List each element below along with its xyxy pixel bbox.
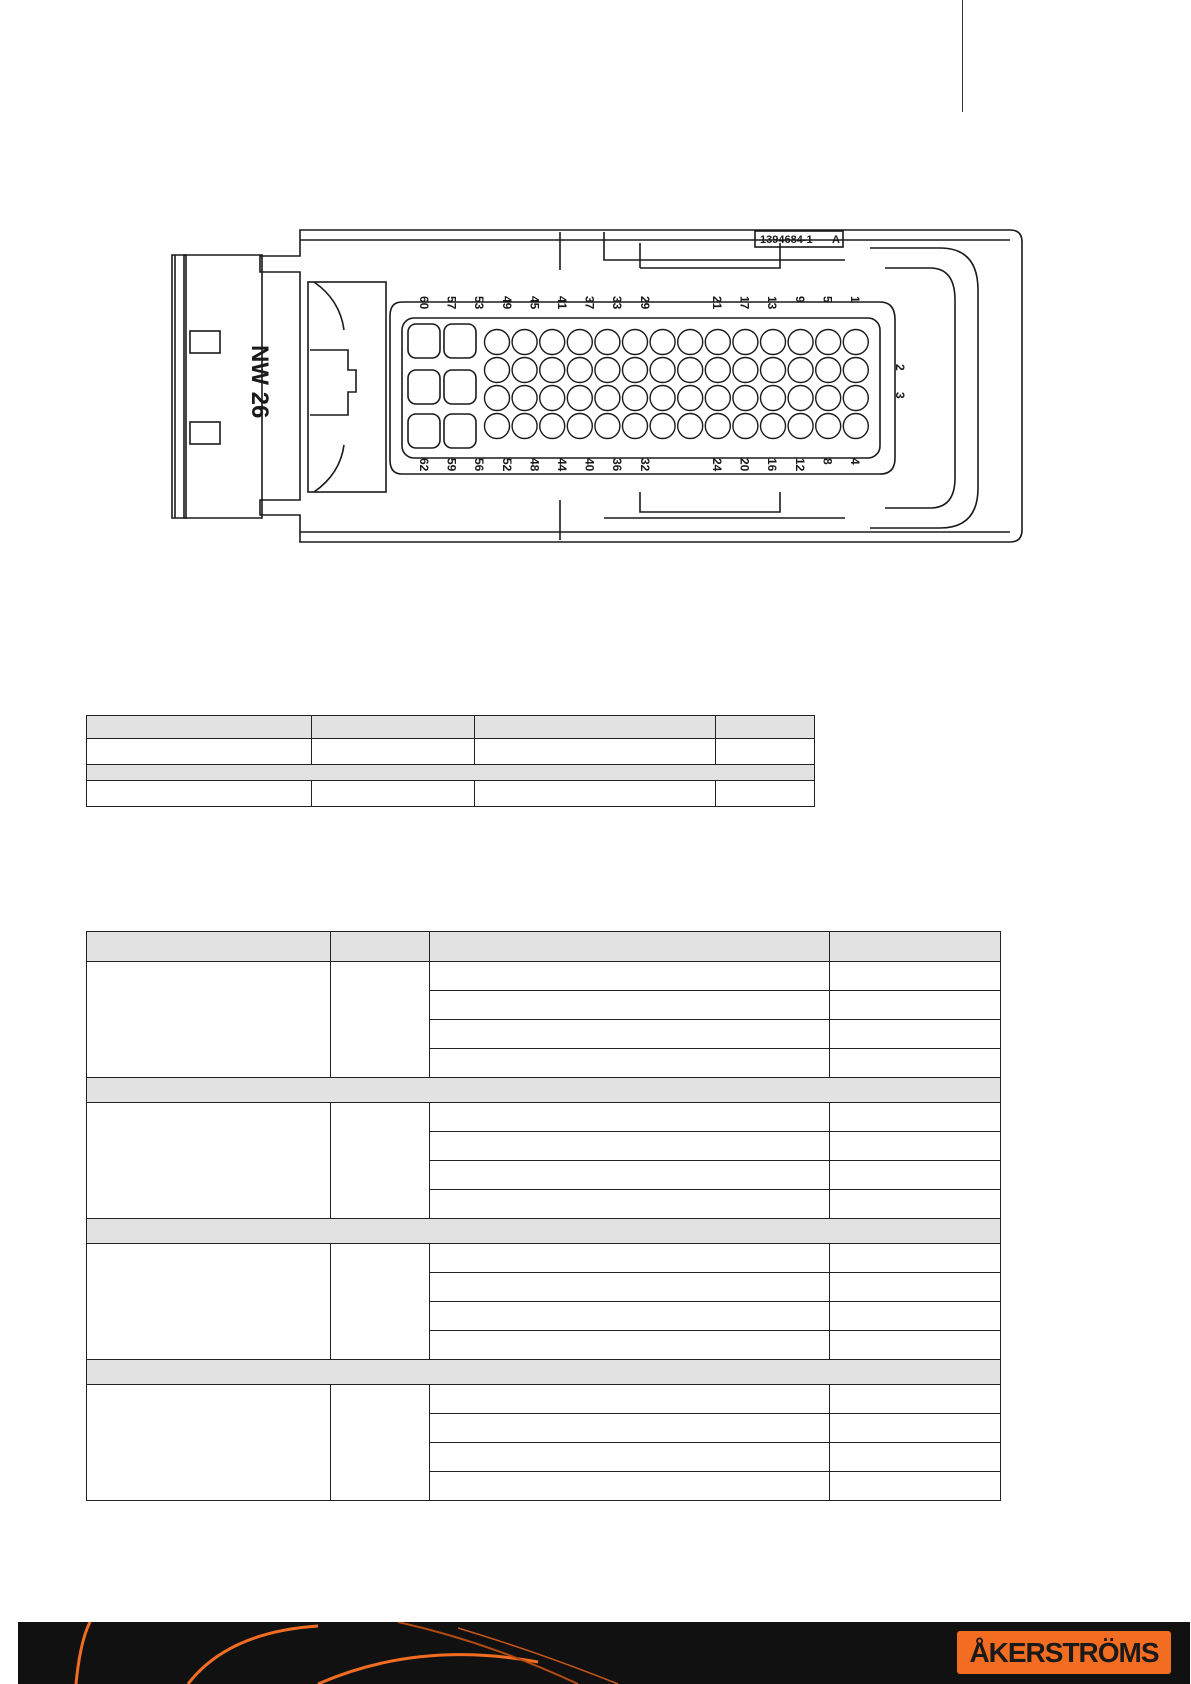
- plug-inner-panel: [308, 282, 386, 492]
- table-cell: [312, 781, 475, 807]
- coding-label: NW 26: [246, 345, 273, 419]
- table-cell: [430, 1190, 830, 1219]
- contact-cavity: [678, 358, 703, 383]
- table-section-cell: [87, 765, 815, 781]
- table-group-cell: [331, 1103, 430, 1219]
- contact-cavity: [816, 358, 841, 383]
- table-cell: [475, 739, 716, 765]
- pin-number-label: 62: [417, 458, 431, 472]
- table-header-cell: [87, 932, 331, 962]
- contact-cavity: [761, 414, 786, 439]
- pin-number-label: 40: [582, 458, 597, 472]
- contact-cavity: [650, 330, 675, 355]
- table-row: [87, 1385, 1001, 1414]
- table-section-cell: [87, 1360, 1001, 1385]
- table-cell: [830, 1049, 1001, 1078]
- pin-number-label: 32: [637, 458, 652, 472]
- table-row: [87, 781, 815, 807]
- table-cell: [475, 781, 716, 807]
- contact-cavity: [540, 358, 565, 383]
- pin-number-label: 5: [820, 296, 835, 303]
- pin-number-label: 9: [792, 296, 807, 303]
- contact-cavity: [485, 414, 510, 439]
- brand-logo-text: ÅKERSTRÖMS: [969, 1637, 1159, 1668]
- table-cell: [430, 1273, 830, 1302]
- contact-cavity: [623, 330, 648, 355]
- pin-number-label: 16: [765, 458, 780, 472]
- table-cell: [430, 1414, 830, 1443]
- contact-cavity: [650, 358, 675, 383]
- table-section-row: [87, 1219, 1001, 1244]
- pin-number-label: 49: [499, 296, 514, 310]
- table-section-row: [87, 1360, 1001, 1385]
- table-cell: [430, 1472, 830, 1501]
- top-rail: [300, 232, 1010, 270]
- contact-cavity: [567, 414, 592, 439]
- part-number-label: 1394684-1: [760, 234, 813, 246]
- contact-cavity: [733, 358, 758, 383]
- table-cell: [830, 1244, 1001, 1273]
- pin-number-label: 37: [582, 296, 597, 310]
- contact-cavity: [733, 414, 758, 439]
- contact-cavity: [761, 330, 786, 355]
- table-cell: [430, 1244, 830, 1273]
- table-contact-components: [86, 931, 1001, 1501]
- table-header-cell: [87, 716, 312, 739]
- contact-cavity: [540, 330, 565, 355]
- table-cell: [716, 781, 815, 807]
- contact-cavity: [705, 358, 730, 383]
- table-group-cell: [87, 1385, 331, 1501]
- table-connector-variants: [86, 715, 815, 807]
- table-cell: [430, 1302, 830, 1331]
- contact-cavity: [788, 358, 813, 383]
- pin-number-label: 45: [527, 296, 542, 310]
- contact-cavity: [650, 386, 675, 411]
- revision-label: A: [832, 234, 840, 246]
- table-group-cell: [331, 1385, 430, 1501]
- contact-cavity: [595, 386, 620, 411]
- table-cell: [430, 1132, 830, 1161]
- large-cavity: [408, 324, 440, 358]
- large-cavity: [444, 324, 476, 358]
- pin-number-label: 3: [893, 392, 907, 399]
- latch-curve-top: [314, 282, 344, 330]
- table-cell: [830, 1273, 1001, 1302]
- table-cell: [716, 739, 815, 765]
- contact-cavity: [705, 386, 730, 411]
- table-cell: [430, 991, 830, 1020]
- table-header-cell: [475, 716, 716, 739]
- pin-number-label: 53: [472, 296, 487, 310]
- brand-logo: [957, 1631, 1171, 1674]
- contact-cavity: [733, 330, 758, 355]
- contact-cavity: [788, 330, 813, 355]
- plug-notch-bottom: [190, 422, 220, 444]
- pin-number-label: 56: [472, 458, 487, 472]
- table-row: [87, 739, 815, 765]
- pin-number-label: 1: [848, 296, 862, 303]
- pin-number-label: 8: [820, 458, 835, 465]
- pin-number-label: 59: [444, 458, 459, 472]
- large-cavity: [444, 414, 476, 448]
- table-cell: [430, 1103, 830, 1132]
- table-cell: [430, 1331, 830, 1360]
- table-group-cell: [87, 1103, 331, 1219]
- contact-cavity: [788, 386, 813, 411]
- pin-number-label: 41: [555, 296, 569, 310]
- contact-cavity: [595, 330, 620, 355]
- table-cell: [312, 739, 475, 765]
- contact-cavity: [761, 358, 786, 383]
- table-cell: [830, 1103, 1001, 1132]
- table-cell: [87, 781, 312, 807]
- plug-notch-top: [190, 331, 220, 353]
- table-header-cell: [430, 932, 830, 962]
- pin-number-label: 57: [444, 296, 459, 310]
- contact-cavity: [650, 414, 675, 439]
- contact-cavity: [705, 330, 730, 355]
- table-cell: [830, 1443, 1001, 1472]
- contact-cavity: [485, 358, 510, 383]
- table-header-cell: [830, 932, 1001, 962]
- contact-cavity: [816, 414, 841, 439]
- contact-cavity: [540, 414, 565, 439]
- table-cell: [430, 1049, 830, 1078]
- table-section-cell: [87, 1078, 1001, 1103]
- table-row: [87, 962, 1001, 991]
- table-cell: [830, 1414, 1001, 1443]
- table-header-row: [87, 716, 815, 739]
- table-header-cell: [716, 716, 815, 739]
- table-cell: [830, 1190, 1001, 1219]
- table-header-cell: [331, 932, 430, 962]
- contact-cavity: [623, 414, 648, 439]
- latch-detail: [310, 350, 356, 415]
- large-cavity: [408, 414, 440, 448]
- pin-number-label: 44: [555, 458, 569, 472]
- table-cell: [430, 1385, 830, 1414]
- pin-number-label: 33: [610, 296, 625, 310]
- contact-cavity: [512, 330, 537, 355]
- pin-number-label: 52: [499, 458, 514, 472]
- table-cell: [830, 1385, 1001, 1414]
- table-cell: [830, 1161, 1001, 1190]
- table-cell: [430, 1161, 830, 1190]
- contact-cavity: [843, 358, 868, 383]
- table-cell: [830, 1132, 1001, 1161]
- contact-cavity: [788, 414, 813, 439]
- contact-cavity: [816, 330, 841, 355]
- table-cell: [830, 1020, 1001, 1049]
- contact-cavity: [733, 386, 758, 411]
- contact-cavity: [595, 358, 620, 383]
- table-section-row: [87, 765, 815, 781]
- pin-number-label: 48: [527, 458, 542, 472]
- contact-cavity: [567, 358, 592, 383]
- contact-cavity: [567, 386, 592, 411]
- pin-number-label: 13: [765, 296, 780, 310]
- pin-number-label: 36: [610, 458, 625, 472]
- pin-number-label: 4: [848, 458, 862, 465]
- table-group-cell: [331, 1244, 430, 1360]
- pin-number-label: 12: [792, 458, 807, 472]
- contact-cavity: [623, 358, 648, 383]
- table-cell: [830, 1472, 1001, 1501]
- contact-cavity: [512, 386, 537, 411]
- table-group-cell: [331, 962, 430, 1078]
- contact-cavity: [540, 386, 565, 411]
- bottom-rail: [300, 492, 1010, 540]
- contact-cavity: [678, 330, 703, 355]
- contact-cavity: [512, 358, 537, 383]
- contact-cavity: [567, 330, 592, 355]
- pin-number-label: 21: [710, 296, 724, 310]
- contact-cavity: [623, 386, 648, 411]
- table-cell: [430, 1020, 830, 1049]
- contact-cavity: [485, 330, 510, 355]
- table-cell: [430, 1443, 830, 1472]
- contact-cavity: [678, 386, 703, 411]
- contact-cavity: [512, 414, 537, 439]
- latch-curve-bottom: [314, 445, 344, 492]
- contact-cavity: [843, 414, 868, 439]
- table-cell: [830, 1331, 1001, 1360]
- latch-hood: [870, 248, 978, 528]
- connector-body-outline: [260, 230, 1022, 542]
- contact-cavity: [761, 386, 786, 411]
- pin-number-label: 29: [637, 296, 652, 310]
- table-group-cell: [87, 1244, 331, 1360]
- contact-cavity: [705, 414, 730, 439]
- contact-cavity: [485, 386, 510, 411]
- pin-number-label: 24: [710, 458, 724, 472]
- contact-cavity: [595, 414, 620, 439]
- table-cell: [830, 991, 1001, 1020]
- table-group-cell: [87, 962, 331, 1078]
- pin-number-label: 20: [737, 458, 752, 472]
- table-section-cell: [87, 1219, 1001, 1244]
- large-cavity: [444, 370, 476, 404]
- table-header-cell: [312, 716, 475, 739]
- pin-number-label: 60: [417, 296, 431, 310]
- table-header-row: [87, 932, 1001, 962]
- table-cell: [830, 1302, 1001, 1331]
- pin-number-label: 17: [737, 296, 752, 310]
- table-cell: [830, 962, 1001, 991]
- table-row: [87, 1103, 1001, 1132]
- table-row: [87, 1244, 1001, 1273]
- large-cavity: [408, 370, 440, 404]
- contact-cavity: [678, 414, 703, 439]
- contact-cavity: [843, 386, 868, 411]
- contact-cavity: [843, 330, 868, 355]
- connector-drawing: [0, 0, 1191, 560]
- table-cell: [430, 962, 830, 991]
- table-cell: [87, 739, 312, 765]
- footer-banner: [18, 1622, 1190, 1684]
- pin-number-label: 2: [893, 364, 907, 371]
- table-section-row: [87, 1078, 1001, 1103]
- contact-cavity: [816, 386, 841, 411]
